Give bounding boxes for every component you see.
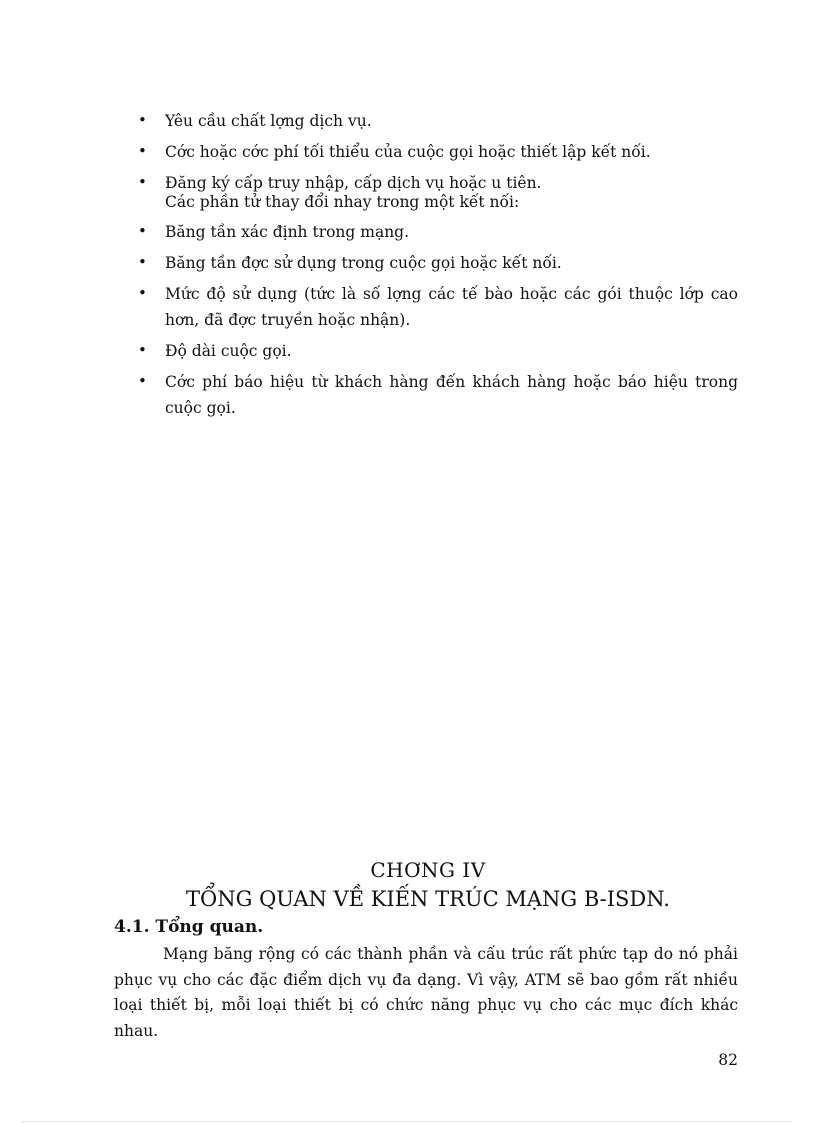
list-item-text: Băng tần đợc sử dụng trong cuộc gọi hoặc kết nối. <box>165 254 562 272</box>
bullet-icon: • <box>138 372 147 390</box>
list-item-text: Yêu cầu chất lợng dịch vụ. <box>165 112 372 130</box>
list-item <box>138 219 738 245</box>
list-item <box>138 369 738 421</box>
list-item <box>138 139 738 165</box>
bullet-icon: • <box>138 173 147 191</box>
section-paragraph: Mạng băng rộng có các thành phần và cấu trúc rất phức tạp do nó phải phục vụ cho các đặc điểm dịch vụ đa dạng. Vì vậy, ATM sẽ bao gồm rất nhiều loại thiết bị, mỗi loại thiết bị có chức năng phục vụ cho các mục đích khác nhau. <box>114 945 738 1040</box>
bullet-icon: • <box>138 284 147 302</box>
list-item-text: Độ dài cuộc gọi. <box>165 342 292 360</box>
list-item <box>138 108 738 134</box>
bullet-icon: • <box>138 222 147 240</box>
bullet-icon: • <box>138 253 147 271</box>
list-item <box>138 170 738 196</box>
list-item-text: Cớc phí báo hiệu từ khách hàng đến khách hàng hoặc báo hiệu trong cuộc gọi. <box>165 373 738 417</box>
list-item-text: Đăng ký cấp truy nhập, cấp dịch vụ hoặc u tiên. <box>165 174 542 192</box>
bullet-icon: • <box>138 341 147 359</box>
chapter-label: CHƠNG IV <box>370 858 486 882</box>
page-number: 82 <box>718 1051 738 1069</box>
list-item <box>138 338 738 364</box>
bullet-icon: • <box>138 142 147 160</box>
list-item-text: Cớc hoặc cớc phí tối thiểu của cuộc gọi hoặc thiết lập kết nối. <box>165 143 651 161</box>
list-item <box>138 281 738 333</box>
chapter-title: TỔNG QUAN VỀ KIẾN TRÚC MẠNG B-ISDN. <box>186 887 670 911</box>
section-heading: 4.1. Tổng quan. <box>114 917 264 937</box>
bottom-divider <box>22 1121 792 1122</box>
list-item <box>138 250 738 276</box>
requirements-bullet-list <box>138 108 738 426</box>
list-item-text: Mức độ sử dụng (tức là số lợng các tế bào hoặc các gói thuộc lớp cao hơn, đã đợc truyền hoặc nhận). <box>165 285 738 329</box>
list-item-text: Băng tần xác định trong mạng. <box>165 223 410 241</box>
bullet-icon: • <box>138 111 147 129</box>
variable-elements-subheading: Các phần tử thay đổi nhay trong một kết nối: <box>165 193 520 211</box>
